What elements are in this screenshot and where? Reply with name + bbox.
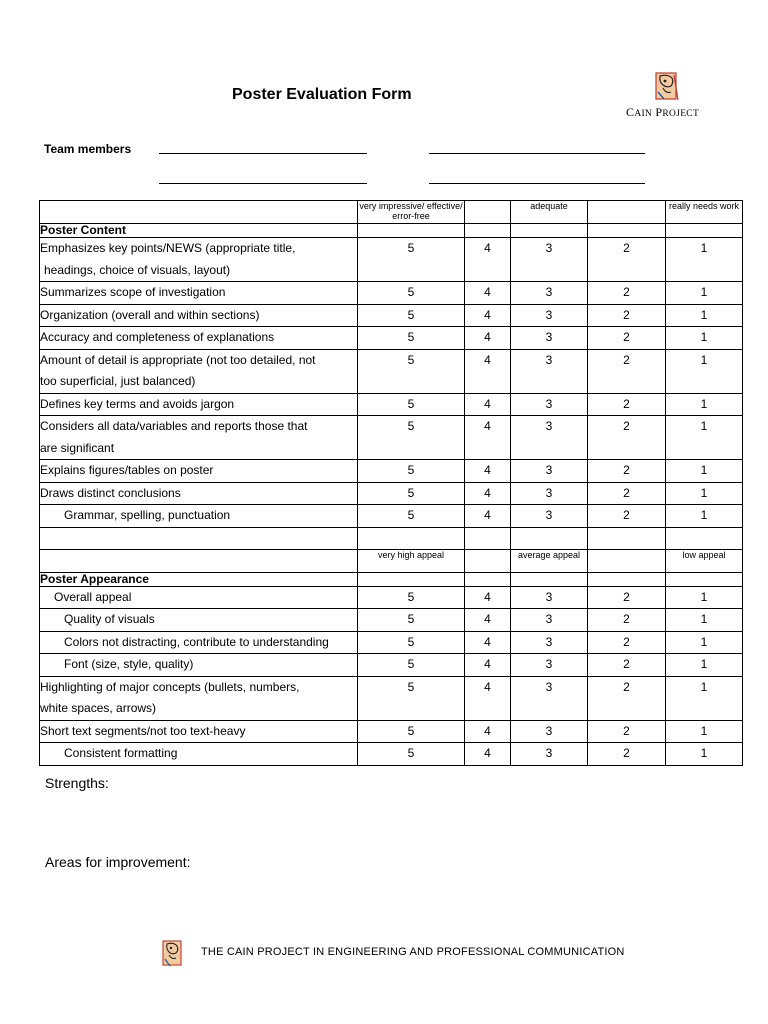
rating-header-col1: low appeal: [666, 549, 743, 572]
empty-cell: [358, 224, 465, 238]
poster-appearance-section-heading: Poster Appearance: [40, 572, 358, 586]
score-option-4[interactable]: 4: [465, 304, 511, 327]
score-option-4[interactable]: 4: [465, 743, 511, 766]
criterion-text: Organization (overall and within sections): [40, 307, 260, 322]
criterion-label: [40, 631, 358, 654]
score-option-4[interactable]: 4: [465, 586, 511, 609]
criterion-text: Considers all data/variables and reports those that: [40, 419, 308, 433]
criterion-row: [40, 505, 743, 528]
empty-cell: [666, 527, 743, 549]
criterion-label: [40, 720, 358, 743]
criterion-label: [40, 304, 358, 327]
score-option-1[interactable]: 1: [666, 327, 743, 350]
score-option-3[interactable]: 3: [511, 586, 588, 609]
criterion-label: [40, 238, 358, 282]
header-row: [40, 201, 743, 224]
criterion-row: [40, 460, 743, 483]
criterion-text: Highlighting of major concepts (bullets, numbers,: [40, 679, 300, 694]
score-option-5[interactable]: 5: [358, 720, 465, 743]
team-members-label: Team members: [44, 142, 132, 156]
score-option-3[interactable]: 3: [511, 349, 588, 393]
criterion-text: Accuracy and completeness of explanations: [40, 330, 275, 344]
empty-cell: [511, 224, 588, 238]
criterion-row: [40, 631, 743, 654]
criterion-label: [40, 482, 358, 505]
rating-header-col4: [465, 549, 511, 572]
criterion-text: Explains figures/tables on poster: [40, 463, 214, 477]
criterion-text: Colors not distracting, contribute to understanding: [64, 634, 329, 649]
criterion-text-line2: headings, choice of visuals, layout): [44, 262, 231, 277]
score-option-5[interactable]: 5: [358, 654, 465, 677]
empty-cell: [40, 527, 358, 549]
logo-text: CAIN PROJECT: [626, 105, 700, 119]
criterion-label: [40, 609, 358, 632]
criterion-row: [40, 327, 743, 350]
score-option-2[interactable]: 2: [588, 586, 666, 609]
score-option-4[interactable]: 4: [465, 393, 511, 416]
score-option-5[interactable]: 5: [358, 609, 465, 632]
score-option-2[interactable]: 2: [588, 393, 666, 416]
score-option-3[interactable]: 3: [511, 304, 588, 327]
score-option-2[interactable]: 2: [588, 327, 666, 350]
criterion-text: Overall appeal: [54, 589, 132, 604]
score-option-5[interactable]: 5: [358, 460, 465, 483]
score-option-1[interactable]: 1: [666, 460, 743, 483]
criterion-text-line2: are significant: [40, 440, 115, 455]
score-option-4[interactable]: 4: [465, 654, 511, 677]
score-option-4[interactable]: 4: [465, 609, 511, 632]
score-option-4[interactable]: 4: [465, 676, 511, 720]
rating-header-col3: average appeal: [511, 549, 588, 572]
score-option-3[interactable]: 3: [511, 631, 588, 654]
header-blank-cell: [40, 201, 358, 224]
score-option-4[interactable]: 4: [465, 349, 511, 393]
empty-cell: [588, 572, 666, 586]
criterion-text: Grammar, spelling, punctuation: [64, 508, 231, 522]
score-option-3[interactable]: 3: [511, 609, 588, 632]
rating-header-col4: [465, 201, 511, 224]
score-option-5[interactable]: 5: [358, 349, 465, 393]
empty-cell: [465, 224, 511, 238]
empty-cell: [666, 572, 743, 586]
header-row: [40, 549, 743, 572]
strengths-label: Strengths:: [45, 775, 109, 791]
rating-header-col3: adequate: [511, 201, 588, 224]
criterion-label: [40, 460, 358, 483]
score-option-2[interactable]: 2: [588, 743, 666, 766]
header-blank-cell: [40, 549, 358, 572]
footer-text: THE CAIN PROJECT IN ENGINEERING AND PROFESSIONAL COMMUNICATION: [201, 946, 625, 958]
criterion-text: Defines key terms and avoids jargon: [40, 396, 235, 411]
criterion-label: [40, 393, 358, 416]
cain-project-logo: [626, 72, 710, 122]
criterion-text: Summarizes scope of investigation: [40, 285, 226, 299]
score-option-5[interactable]: 5: [358, 238, 465, 282]
criterion-row: [40, 238, 743, 282]
criterion-text-line2: too superficial, just balanced): [40, 374, 196, 388]
score-option-1[interactable]: 1: [666, 393, 743, 416]
score-option-2[interactable]: 2: [588, 654, 666, 677]
criterion-text-line2: white spaces, arrows): [40, 701, 157, 715]
rating-header-col2: [588, 549, 666, 572]
criterion-text: Font (size, style, quality): [64, 657, 194, 671]
score-option-3[interactable]: 3: [511, 482, 588, 505]
score-option-3[interactable]: 3: [511, 282, 588, 305]
team-member-blank[interactable]: [429, 183, 645, 184]
rating-header-col2: [588, 201, 666, 224]
criterion-text: Draws distinct conclusions: [40, 485, 181, 500]
score-option-4[interactable]: 4: [465, 505, 511, 528]
score-option-3[interactable]: 3: [511, 505, 588, 528]
criterion-label: [40, 676, 358, 720]
score-option-2[interactable]: 2: [588, 676, 666, 720]
criterion-label: [40, 505, 358, 528]
empty-cell: [511, 572, 588, 586]
criterion-label: [40, 349, 358, 393]
score-option-4[interactable]: 4: [465, 631, 511, 654]
criterion-text: Short text segments/not too text-heavy: [40, 723, 246, 738]
score-option-2[interactable]: 2: [588, 282, 666, 305]
score-option-5[interactable]: 5: [358, 743, 465, 766]
score-option-1[interactable]: 1: [666, 282, 743, 305]
score-option-5[interactable]: 5: [358, 393, 465, 416]
score-option-2[interactable]: 2: [588, 238, 666, 282]
score-option-1[interactable]: 1: [666, 676, 743, 720]
score-option-1[interactable]: 1: [666, 654, 743, 677]
rating-header-col1: really needs work: [666, 201, 743, 224]
rating-header-col5: very high appeal: [358, 549, 465, 572]
score-option-4[interactable]: 4: [465, 238, 511, 282]
score-option-5[interactable]: 5: [358, 505, 465, 528]
criterion-text: Consistent formatting: [64, 746, 178, 760]
poster-appearance-section-row: [40, 572, 743, 586]
score-option-2[interactable]: 2: [588, 416, 666, 460]
score-option-5[interactable]: 5: [358, 416, 465, 460]
score-option-4[interactable]: 4: [465, 327, 511, 350]
score-option-3[interactable]: 3: [511, 416, 588, 460]
criterion-label: [40, 654, 358, 677]
score-option-1[interactable]: 1: [666, 720, 743, 743]
score-option-5[interactable]: 5: [358, 631, 465, 654]
score-option-1[interactable]: 1: [666, 743, 743, 766]
criterion-text: Amount of detail is appropriate (not too detailed, not: [40, 352, 316, 367]
cain-logo-icon: [654, 72, 680, 102]
score-option-1[interactable]: 1: [666, 505, 743, 528]
cain-footer-icon: [160, 940, 186, 968]
empty-cell: [588, 224, 666, 238]
score-option-3[interactable]: 3: [511, 743, 588, 766]
score-option-2[interactable]: 2: [588, 609, 666, 632]
score-option-4[interactable]: 4: [465, 460, 511, 483]
criterion-label: [40, 416, 358, 460]
criterion-row: [40, 482, 743, 505]
score-option-4[interactable]: 4: [465, 720, 511, 743]
criterion-row: [40, 393, 743, 416]
evaluation-table: [39, 200, 743, 766]
score-option-2[interactable]: 2: [588, 505, 666, 528]
score-option-4[interactable]: 4: [465, 482, 511, 505]
score-option-1[interactable]: 1: [666, 482, 743, 505]
poster-content-section-row: [40, 224, 743, 238]
criterion-label: [40, 586, 358, 609]
score-option-3[interactable]: 3: [511, 676, 588, 720]
score-option-5[interactable]: 5: [358, 482, 465, 505]
criterion-label: [40, 282, 358, 305]
score-option-1[interactable]: 1: [666, 349, 743, 393]
score-option-3[interactable]: 3: [511, 327, 588, 350]
poster-content-section-heading: Poster Content: [40, 224, 358, 238]
score-option-1[interactable]: 1: [666, 238, 743, 282]
score-option-4[interactable]: 4: [465, 282, 511, 305]
score-option-2[interactable]: 2: [588, 460, 666, 483]
criterion-row: [40, 282, 743, 305]
score-option-1[interactable]: 1: [666, 586, 743, 609]
criterion-row: [40, 349, 743, 393]
areas-improvement-label: Areas for improvement:: [45, 854, 191, 870]
score-option-2[interactable]: 2: [588, 304, 666, 327]
criterion-row: [40, 676, 743, 720]
score-option-5[interactable]: 5: [358, 304, 465, 327]
criterion-row: [40, 720, 743, 743]
score-option-3[interactable]: 3: [511, 238, 588, 282]
score-option-1[interactable]: 1: [666, 609, 743, 632]
score-option-1[interactable]: 1: [666, 631, 743, 654]
criterion-row: [40, 416, 743, 460]
team-member-blank[interactable]: [429, 153, 645, 154]
empty-cell: [588, 527, 666, 549]
score-option-1[interactable]: 1: [666, 416, 743, 460]
criterion-row: [40, 609, 743, 632]
score-option-1[interactable]: 1: [666, 304, 743, 327]
criterion-text: Emphasizes key points/NEWS (appropriate title,: [40, 241, 296, 255]
criterion-row: [40, 743, 743, 766]
score-option-4[interactable]: 4: [465, 416, 511, 460]
score-option-3[interactable]: 3: [511, 460, 588, 483]
score-option-5[interactable]: 5: [358, 586, 465, 609]
empty-cell: [465, 527, 511, 549]
criterion-text: Quality of visuals: [64, 612, 155, 626]
criterion-row: [40, 654, 743, 677]
empty-cell: [511, 527, 588, 549]
criterion-row: [40, 586, 743, 609]
score-option-3[interactable]: 3: [511, 654, 588, 677]
page-title: Poster Evaluation Form: [232, 86, 412, 103]
empty-cell: [666, 224, 743, 238]
score-option-2[interactable]: 2: [588, 720, 666, 743]
score-option-2[interactable]: 2: [588, 482, 666, 505]
score-option-5[interactable]: 5: [358, 676, 465, 720]
empty-cell: [358, 527, 465, 549]
spacer-row: [40, 527, 743, 549]
score-option-3[interactable]: 3: [511, 720, 588, 743]
score-option-5[interactable]: 5: [358, 327, 465, 350]
score-option-5[interactable]: 5: [358, 282, 465, 305]
rating-header-col5: very impressive/ effective/ error-free: [358, 201, 465, 224]
score-option-3[interactable]: 3: [511, 393, 588, 416]
score-option-2[interactable]: 2: [588, 349, 666, 393]
empty-cell: [358, 572, 465, 586]
empty-cell: [465, 572, 511, 586]
criterion-row: [40, 304, 743, 327]
team-member-blank[interactable]: [159, 153, 367, 154]
criterion-label: [40, 327, 358, 350]
team-member-blank[interactable]: [159, 183, 367, 184]
criterion-label: [40, 743, 358, 766]
score-option-2[interactable]: 2: [588, 631, 666, 654]
